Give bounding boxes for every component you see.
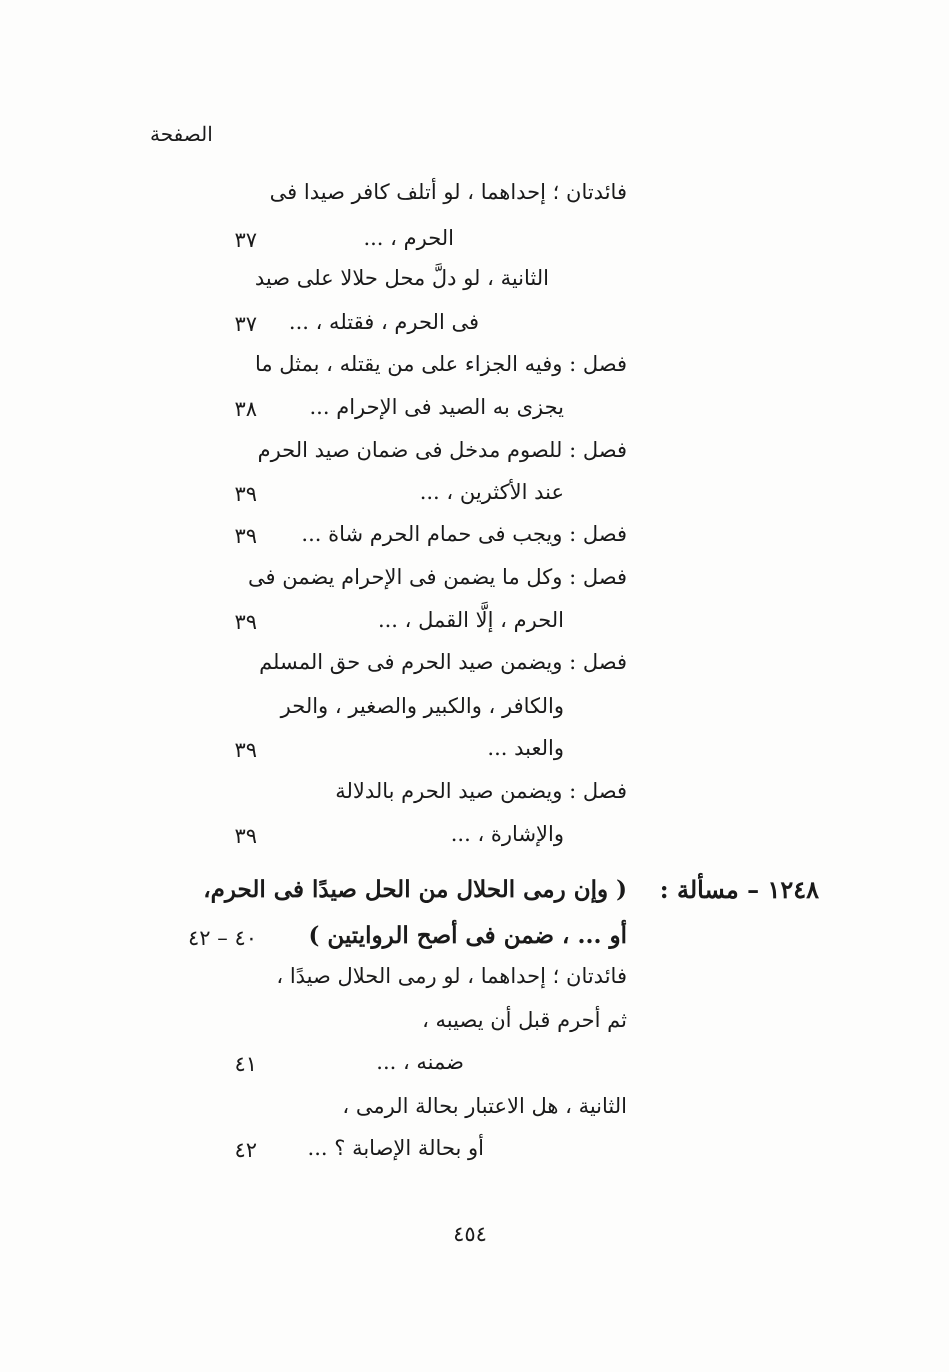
- entry-line: أو بحالة الإصابة ؟ ...: [307, 1136, 484, 1160]
- entry-page-number: ٣٩: [234, 482, 257, 506]
- entry-page-number: ٣٩: [234, 610, 257, 634]
- entry-line: الثانية ، هل الاعتبار بحالة الرمى ،: [342, 1094, 627, 1118]
- entry-line: فى الحرم ، فقتله ، ...: [288, 310, 479, 334]
- entry-line: فائدتان ؛ إحداهما ، لو رمى الحلال صيدًا ،: [276, 964, 627, 988]
- footer-page-number: ٤٥٤: [453, 1222, 487, 1246]
- entry-line: فصل : وفيه الجزاء على من يقتله ، بمثل ما: [254, 352, 627, 376]
- entry-line: يجزى به الصيد فى الإحرام ...: [309, 395, 564, 419]
- entry-page-number: ٣٩: [234, 824, 257, 848]
- entry-page-number: ٤١: [234, 1052, 257, 1076]
- issue-heading-line-2: أو ... ، ضمن فى أصح الروايتين ): [308, 922, 627, 949]
- entry-page-number: ٣٧: [234, 228, 257, 252]
- entry-page-number: ٣٩: [234, 524, 257, 548]
- entry-line: والعبد ...: [487, 736, 564, 760]
- entry-line: الثانية ، لو دلَّ محل حلالا على صيد: [254, 266, 549, 290]
- entry-page-number: ٣٨: [234, 397, 257, 421]
- entry-line: فصل : ويضمن صيد الحرم بالدلالة: [335, 779, 627, 803]
- entry-line: الحرم ، ...: [363, 226, 454, 250]
- entry-line: ضمنه ، ...: [376, 1050, 464, 1074]
- entry-line: والكافر ، والكبير والصغير ، والحر: [280, 694, 564, 718]
- entry-line: فصل : ويجب فى حمام الحرم شاة ...: [301, 522, 627, 546]
- entry-line: والإشارة ، ...: [450, 822, 564, 846]
- entry-page-number: ٣٧: [234, 312, 257, 336]
- entry-line: ثم أحرم قبل أن يصيبه ،: [422, 1008, 627, 1032]
- entry-page-number: ٤٢: [234, 1138, 257, 1162]
- entry-line: فصل : ويضمن صيد الحرم فى حق المسلم: [259, 650, 627, 674]
- entry-line: فصل : وكل ما يضمن فى الإحرام يضمن فى: [248, 565, 627, 589]
- issue-page-range: ٤٠ – ٤٢: [188, 926, 257, 950]
- entry-line: عند الأكثرين ، ...: [419, 480, 564, 504]
- issue-heading-line-1: ( وإن رمى الحلال من الحل صيدًا فى الحرم،: [203, 876, 627, 903]
- entry-line: فصل : للصوم مدخل فى ضمان صيد الحرم: [257, 438, 627, 462]
- entry-line: الحرم ، إلَّا القمل ، ...: [377, 608, 564, 632]
- entry-line: فائدتان ؛ إحداهما ، لو أتلف كافر صيدا فى: [269, 180, 627, 204]
- entry-page-number: ٣٩: [234, 738, 257, 762]
- page-column-header: الصفحة: [150, 122, 213, 146]
- issue-number: ١٢٤٨ – مسألة :: [659, 875, 819, 904]
